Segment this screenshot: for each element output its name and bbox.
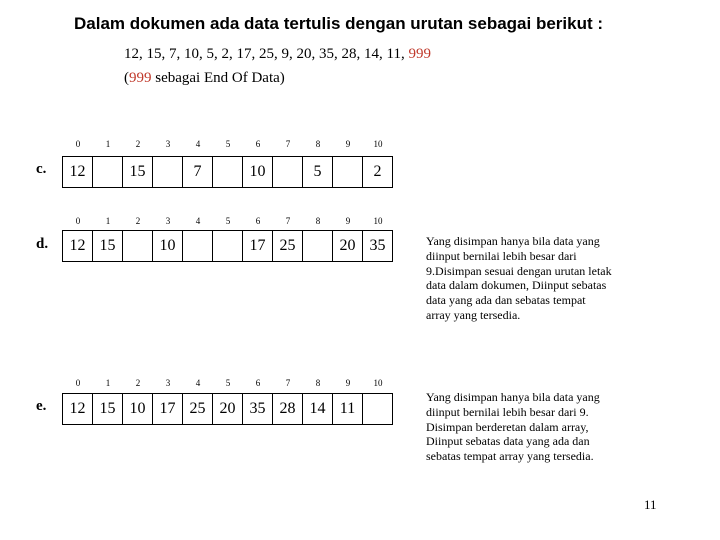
array-cell xyxy=(212,156,243,188)
index-label: 7 xyxy=(285,378,291,388)
array-cell: 17 xyxy=(242,230,273,262)
array-cell: 17 xyxy=(152,393,183,425)
array-cell: 10 xyxy=(242,156,273,188)
array-cell: 10 xyxy=(122,393,153,425)
index-label: 7 xyxy=(285,216,291,226)
index-row-d xyxy=(63,216,393,226)
note-line: diinput bernilai lebih besar dari xyxy=(426,248,577,263)
index-label: 9 xyxy=(345,378,351,388)
array-cell: 15 xyxy=(92,230,123,262)
array-cell: 7 xyxy=(182,156,213,188)
note-line: data yang ada dan sebatas tempat xyxy=(426,293,586,308)
index-label: 3 xyxy=(165,139,171,149)
array-row-c xyxy=(62,156,393,188)
index-label: 1 xyxy=(105,216,111,226)
array-cell: 5 xyxy=(302,156,333,188)
array-cell xyxy=(122,230,153,262)
index-label: 3 xyxy=(165,378,171,388)
index-label: 10 xyxy=(373,139,383,149)
index-label: 10 xyxy=(373,378,383,388)
index-label: 0 xyxy=(75,139,81,149)
index-label: 5 xyxy=(225,216,231,226)
eod-open-paren: ( xyxy=(124,70,129,86)
array-cell: 25 xyxy=(272,230,303,262)
note-row-d xyxy=(426,234,668,323)
page-title: Dalam dokumen ada data tertulis dengan urutan sebagai berikut : xyxy=(74,14,604,33)
index-label: 8 xyxy=(315,378,321,388)
index-label: 4 xyxy=(195,216,201,226)
array-row-e xyxy=(62,393,393,425)
note-line: data dalam dokumen, Diinput sebatas xyxy=(426,278,607,293)
index-label: 0 xyxy=(75,216,81,226)
array-cell: 35 xyxy=(242,393,273,425)
eod-value: 999 xyxy=(129,70,152,86)
note-line: Yang disimpan hanya bila data yang xyxy=(426,390,600,404)
note-line: diinput bernilai lebih besar dari 9. xyxy=(426,404,589,419)
array-cell xyxy=(182,230,213,262)
array-cell: 35 xyxy=(362,230,393,262)
index-label: 8 xyxy=(315,216,321,226)
array-cell xyxy=(272,156,303,188)
index-label: 5 xyxy=(225,139,231,149)
note-line: 9.Disimpan sesuai dengan urutan letak xyxy=(426,263,612,278)
array-cell xyxy=(362,393,393,425)
index-label: 10 xyxy=(373,216,383,226)
index-label: 9 xyxy=(345,216,351,226)
index-label: 7 xyxy=(285,139,291,149)
array-cell: 12 xyxy=(62,393,93,425)
row-label-e: e. xyxy=(36,398,47,414)
index-row-e xyxy=(63,378,393,388)
array-cell: 2 xyxy=(362,156,393,188)
index-label: 3 xyxy=(165,216,171,226)
array-cell: 14 xyxy=(302,393,333,425)
row-label-c: c. xyxy=(36,161,47,177)
index-label: 1 xyxy=(105,139,111,149)
array-cell: 12 xyxy=(62,230,93,262)
index-label: 2 xyxy=(135,139,141,149)
index-label: 2 xyxy=(135,378,141,388)
array-cell: 10 xyxy=(152,230,183,262)
array-cell xyxy=(152,156,183,188)
index-label: 6 xyxy=(255,216,261,226)
index-label: 6 xyxy=(255,378,261,388)
index-row-c xyxy=(63,139,393,149)
index-label: 8 xyxy=(315,139,321,149)
note-line: Disimpan berderetan dalam array, xyxy=(426,419,589,434)
note-line: array yang tersedia. xyxy=(426,307,521,322)
note-line: sebatas tempat array yang tersedia. xyxy=(426,449,594,464)
array-cell: 28 xyxy=(272,393,303,425)
array-cell xyxy=(92,156,123,188)
note-line: Yang disimpan hanya bila data yang xyxy=(426,234,600,248)
array-cell: 25 xyxy=(182,393,213,425)
page-number: 11 xyxy=(644,497,657,512)
eod-text: sebagai End Of Data) xyxy=(151,70,285,86)
index-label: 4 xyxy=(195,139,201,149)
array-cell: 12 xyxy=(62,156,93,188)
end-of-data-note xyxy=(124,70,285,87)
index-label: 4 xyxy=(195,378,201,388)
index-label: 6 xyxy=(255,139,261,149)
data-sequence xyxy=(124,46,431,63)
array-cell xyxy=(212,230,243,262)
sequence-end-value: 999 xyxy=(408,46,431,62)
row-label-d: d. xyxy=(36,236,49,252)
array-cell: 11 xyxy=(332,393,363,425)
index-label: 2 xyxy=(135,216,141,226)
index-label: 1 xyxy=(105,378,111,388)
index-label: 9 xyxy=(345,139,351,149)
array-cell: 20 xyxy=(212,393,243,425)
note-row-e xyxy=(426,390,668,464)
sequence-values: 12, 15, 7, 10, 5, 2, 17, 25, 9, 20, 35, 28, 14, 11, xyxy=(124,46,405,62)
array-row-d xyxy=(62,230,393,262)
note-line: Diinput sebatas data yang ada dan xyxy=(426,434,590,449)
array-cell xyxy=(332,156,363,188)
index-label: 0 xyxy=(75,378,81,388)
array-cell: 15 xyxy=(92,393,123,425)
index-label: 5 xyxy=(225,378,231,388)
array-cell: 15 xyxy=(122,156,153,188)
array-cell: 20 xyxy=(332,230,363,262)
array-cell xyxy=(302,230,333,262)
